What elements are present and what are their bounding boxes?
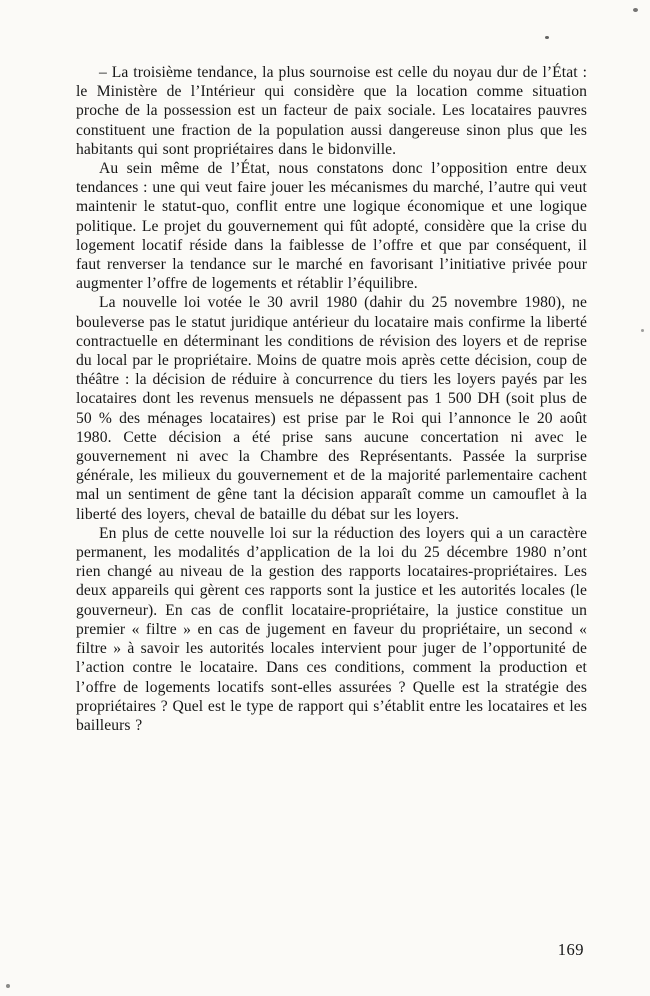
paragraph: Au sein même de l’État, nous constatons donc l’opposition entre deux tendances : une qui veut faire jouer les mécanismes du marché, l’autre qui veut maintenir le statut-quo, conflit entre une logique économique et une logique politique. Le projet du gouvernement qui fût adopté, considère que la crise du logement locatif réside dans la faiblesse de l’offre et que par conséquent, il faut renverser la tendance sur le marché en favorisant l’initiative privée pour augmenter l’offre de logements et rétablir l’équilibre. [76,160,587,293]
paragraph: En plus de cette nouvelle loi sur la réduction des loyers qui a un caractère permanent, les modalités d’application de la loi du 25 décembre 1980 n’ont rien changé au niveau de la gestion des rapports locataires-propriétaires. Les deux appareils qui gèrent ces rapports sont la justice et les autorités locales (le gouverneur). En cas de conflit locataire-propriétaire, la justice constitue un premier « filtre » en cas de jugement en faveur du propriétaire, un second « filtre » à savoir les autorités locales intervient pour juger de l’opportunité de l’action contre le locataire. Dans ces conditions, comment la production et l’offre de logements locatifs sont-elles assurées ? Quelle est la stratégie des propriétaires ? Quel est le type de rapport qui s’établit entre les locataires et les bailleurs ? [76,524,587,734]
scan-artifact-speck [641,329,644,332]
paragraph: La nouvelle loi votée le 30 avril 1980 (dahir du 25 novembre 1980), ne bouleverse pas le statut juridique antérieur du locataire mais confirme la liberté contractuelle en déterminant les conditions de révision des loyers et de reprise du local par le propriétaire. Moins de quatre mois après cette décision, coup de théâtre : la décision de réduire à concurrence du tiers les loyers payés par les locataires dont les revenus mensuels ne dépassent pas 1 500 DH (soit plus de 50 % des ménages locataires) est prise par le Roi qui l’annonce le 20 août 1980. Cette décision a été prise sans aucune concertation ni avec le gouvernement ni avec la Chambre des Représentants. Passée la surprise générale, les milieux du gouvernement et de la majorité parlementaire cachent mal un sentiment de gêne tant la décision apparaît comme un camouflet à la liberté des loyers, cheval de bataille du débat sur les loyers. [76,294,587,523]
paragraph: – La troisième tendance, la plus sournoise est celle du noyau dur de l’État : le Ministère de l’Intérieur qui considère que la location comme situation proche de la possession est un facteur de paix sociale. Les locataires pauvres constituent une fraction de la population aussi dangereuse sinon plus que les habitants qui sont propriétaires dans le bidonville. [76,64,587,158]
scan-artifact-speck [6,984,10,988]
scan-artifact-speck [545,36,549,39]
page-number: 169 [557,940,584,959]
scan-artifact-speck [633,8,638,12]
page-text-block [76,63,587,735]
